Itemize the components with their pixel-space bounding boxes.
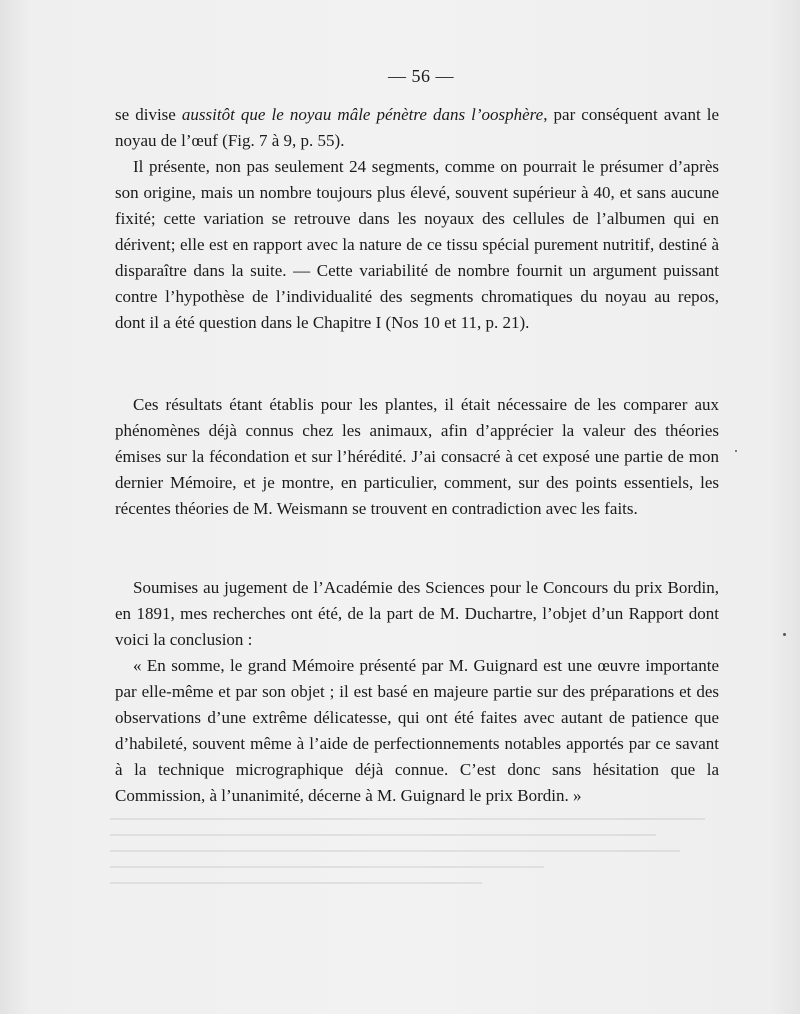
paragraph-5-quote: « En somme, le grand Mémoire présenté par M. Guignard est une œuvre importante par elle-même et par son objet ; il est basé en majeure partie sur des préparations et des observations d’une extrême délicatesse, qui ont été faites avec autant de patience que d’habileté, souvent même à l’aide de perfectionnements notables apportés par ce savant à la technique micrographique déjà connue. C’est donc sans hésitation que la Commission, à l’unanimité, décerne à M. Guignard le prix Bordin. » [115, 656, 719, 805]
paragraph-1-start: se divise [115, 105, 182, 124]
paper-speck [783, 633, 786, 636]
paragraph-2: Il présente, non pas seulement 24 segments, comme on pourrait le présumer d’après son origine, mais un nombre toujours plus élevé, souvent supérieur à 40, et sans aucune fixité; cette variation se retrouve dans les noyaux des cellules de l’albumen qui en dérivent; elle est en rapport avec la nature de ce tissu spécial purement nutritif, destiné à disparaître dans la suite. — Cette variabilité de nombre fournit un argument puissant contre l’hypothèse de l’individualité des segments chromatiques du noyau au repos, dont il a été question dans le Chapitre I (Nos 10 et 11, p. 21). [115, 157, 719, 332]
text-block-theories [115, 392, 719, 522]
text-block-prix-bordin [115, 575, 719, 809]
paragraph-3: Ces résultats étant établis pour les plantes, il était nécessaire de les comparer aux phénomènes déjà connus chez les animaux, afin d’apprécier la valeur des théories émises sur la fécondation et sur l’hérédité. J’ai consacré à cet exposé une partie de mon dernier Mémoire, et je montre, en particulier, comment, sur des points essentiels, les récentes théories de M. Weismann se trouvent en contradiction avec les faits. [115, 395, 719, 518]
paragraph-1-end: , par conséquent avant le noyau de l’œuf (Fig. 7 à 9, p. 55). [115, 105, 719, 150]
paper-speck [735, 450, 737, 452]
paragraph-4: Soumises au jugement de l’Académie des Sciences pour le Concours du prix Bordin, en 1891, mes recherches ont été, de la part de M. Duchartre, l’objet d’un Rapport dont voici la conclusion : [115, 578, 719, 649]
page-number: — 56 — [388, 66, 454, 86]
paragraph-1-italic: aussitôt que le noyau mâle pénètre dans l’oosphère [181, 105, 544, 124]
paragraph-1 [115, 102, 719, 154]
bleed-through-text [110, 818, 730, 910]
text-block-fecondation [115, 102, 719, 336]
